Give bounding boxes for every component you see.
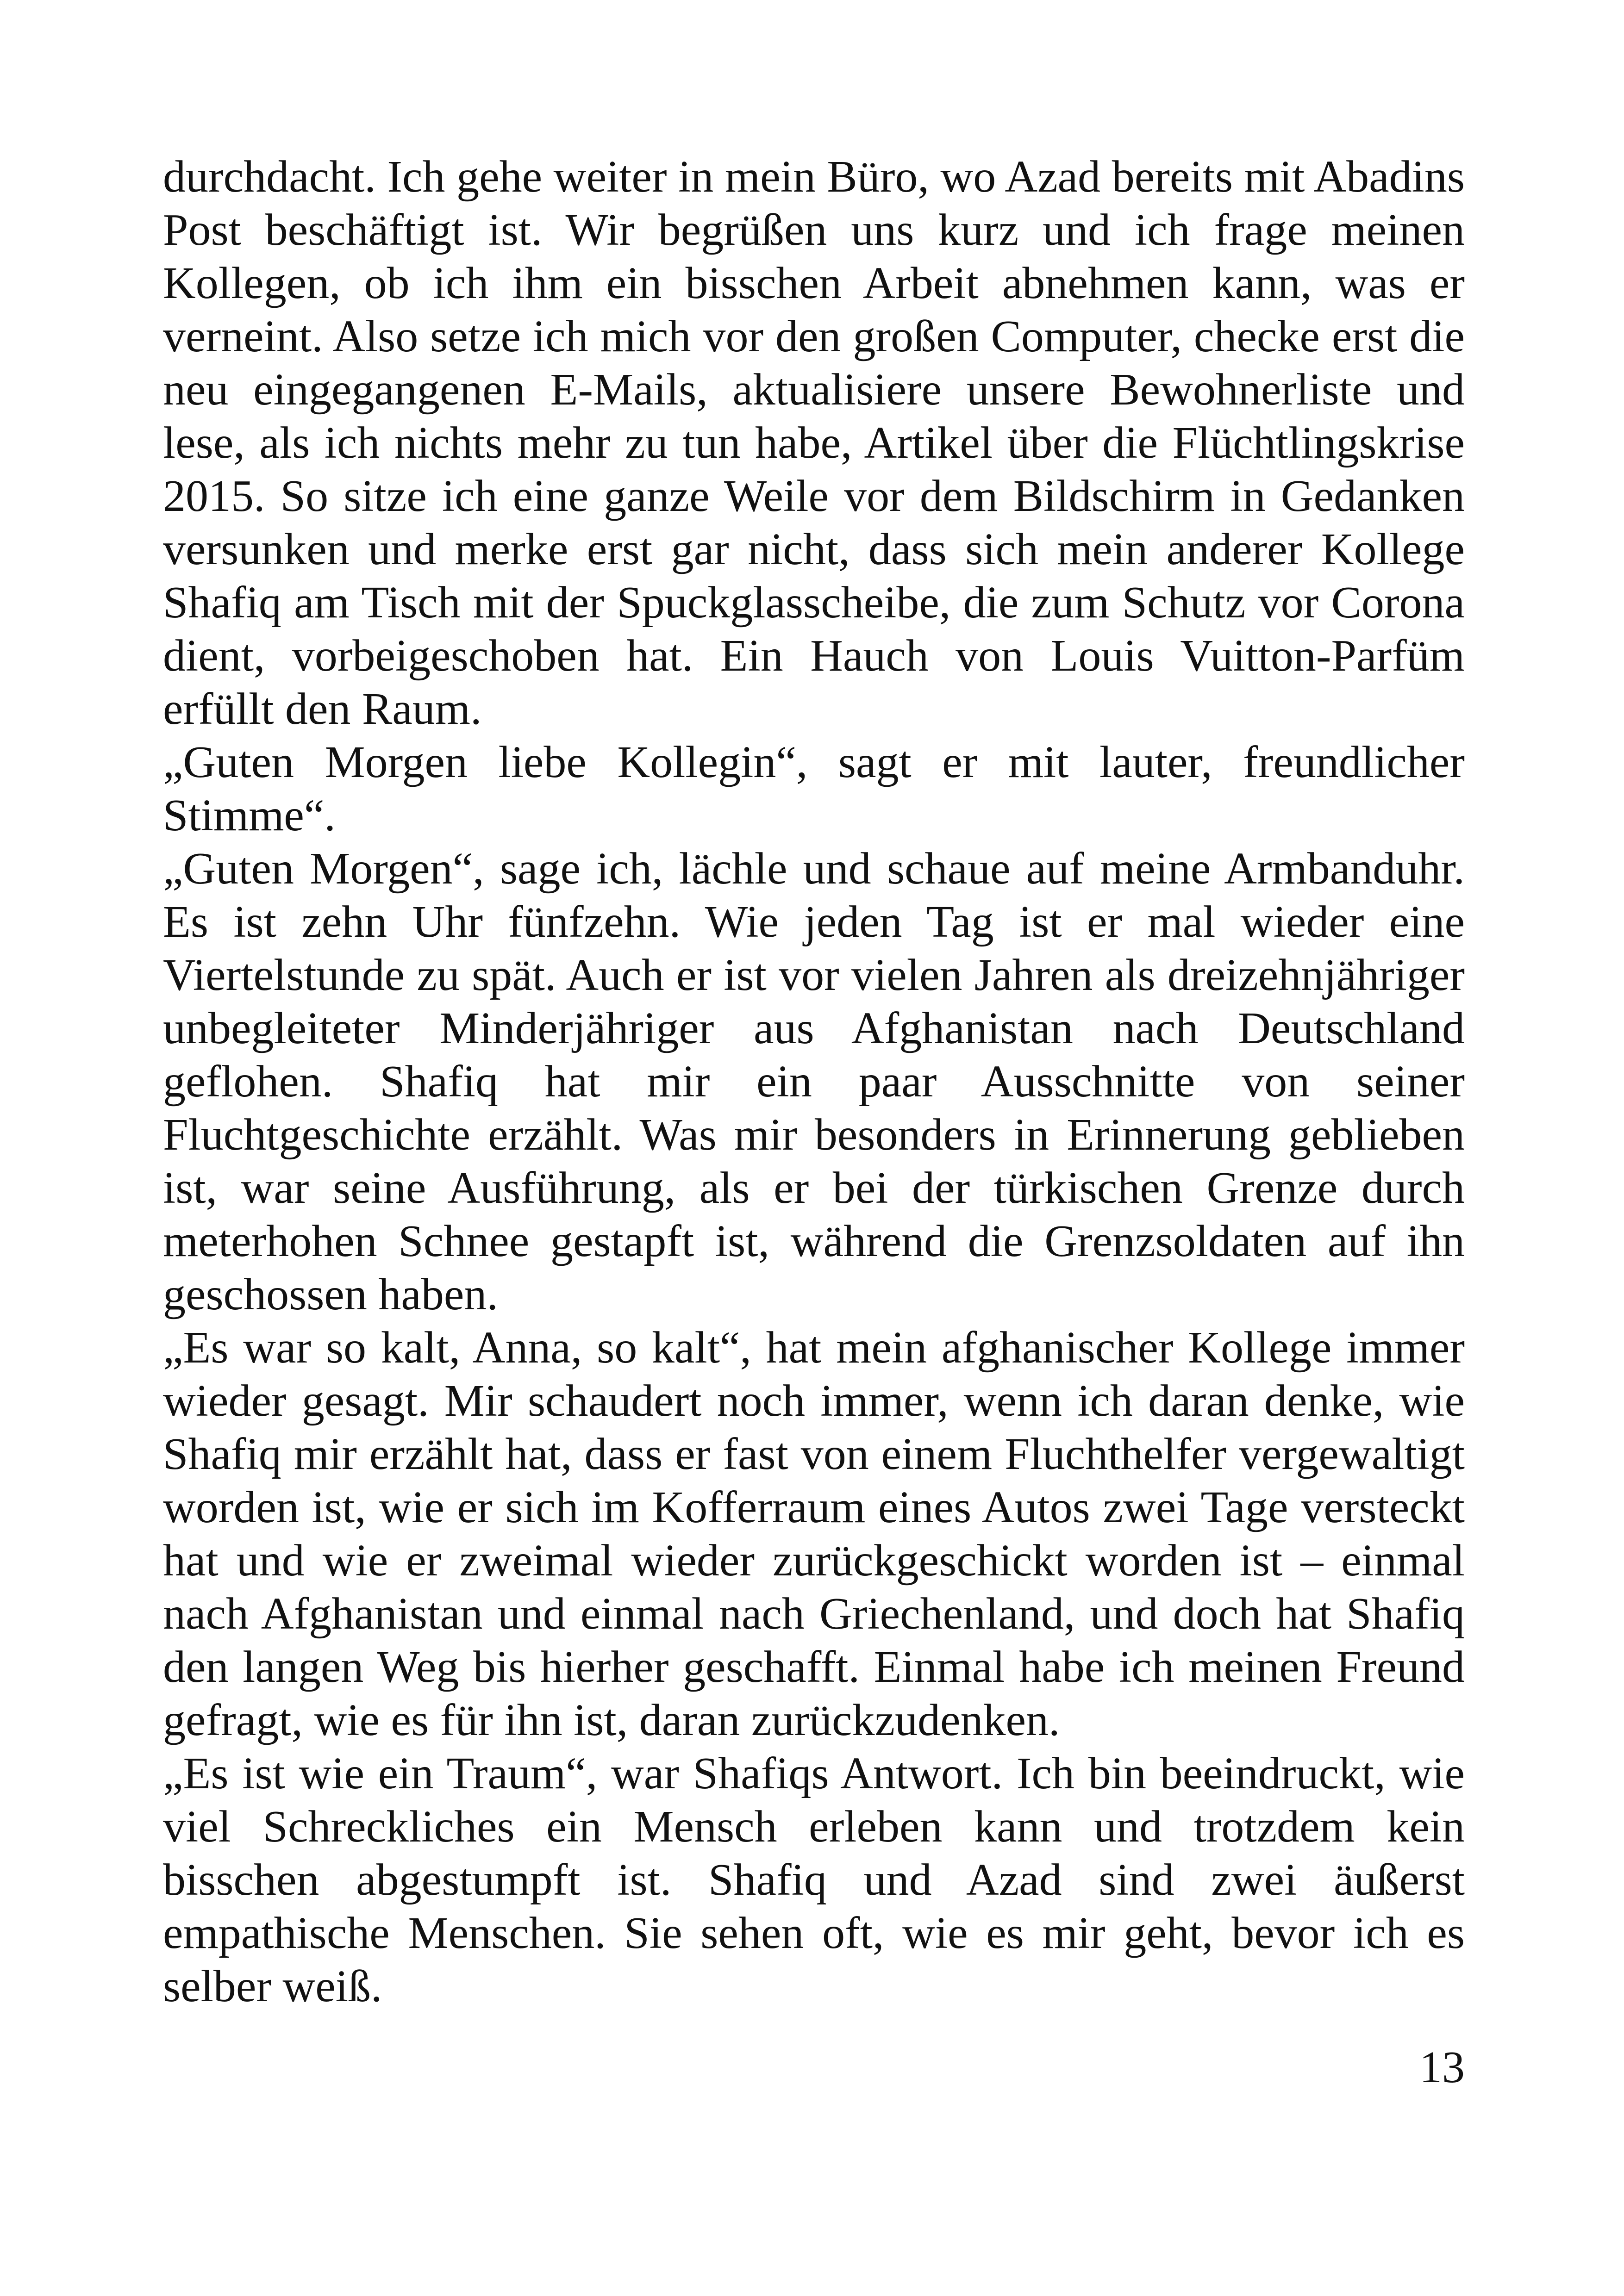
paragraph: „Guten Morgen“, sage ich, lächle und schaue auf meine Armbanduhr. Es ist zehn Uhr fünfzehn. Wie jeden Tag ist er mal wieder eine Viertelstunde zu spät. Auch er ist vor vielen Jahren als dreizehnjähriger unbegleiteter Minderjähriger aus Afghanistan nach Deutschland geflohen. Shafiq hat mir ein paar Ausschnitte von seiner Fluchtgeschichte erzählt. Was mir besonders in Erinnerung geblieben ist, war seine Ausführung, als er bei der türkischen Grenze durch meterhohen Schnee gestapft ist, während die Grenzsoldaten auf ihn geschossen haben. xyxy=(163,844,1465,1319)
paragraph: durchdacht. Ich gehe weiter in mein Büro, wo Azad bereits mit Abadins Post beschäftigt ist. Wir begrüßen uns kurz und ich frage meinen Kollegen, ob ich ihm ein bisschen Arbeit abnehmen kann, was er verneint. Also setze ich mich vor den großen Computer, checke erst die neu eingegangenen E-Mails, aktualisiere unsere Bewohnerliste und lese, als ich nichts mehr zu tun habe, Artikel über die Flüchtlingskrise 2015. So sitze ich eine ganze Weile vor dem Bildschirm in Gedanken versunken und merke erst gar nicht, dass sich mein anderer Kollege Shafiq am Tisch mit der Spuckglasscheibe, die zum Schutz vor Corona dient, vorbeigeschoben hat. Ein Hauch von Louis Vuitton-Parfüm erfüllt den Raum. xyxy=(163,152,1465,734)
page-body xyxy=(163,150,1465,2013)
paragraph: „Guten Morgen liebe Kollegin“, sagt er mit lauter, freundlicher Stimme“. xyxy=(163,737,1465,840)
paragraph: „Es war so kalt, Anna, so kalt“, hat mein afghanischer Kollege immer wieder gesagt. Mir schaudert noch immer, wenn ich daran denke, wie Shafiq mir erzählt hat, dass er fast von einem Fluchthelfer vergewaltigt worden ist, wie er sich im Kofferraum eines Autos zwei Tage versteckt hat und wie er zweimal wieder zurückgeschickt worden ist – einmal nach Afghanistan und einmal nach Griechenland, und doch hat Shafiq den langen Weg bis hierher geschafft. Einmal habe ich meinen Freund gefragt, wie es für ihn ist, daran zurückzudenken. xyxy=(163,1323,1465,1745)
page-number: 13 xyxy=(1419,2042,1465,2092)
paragraph: „Es ist wie ein Traum“, war Shafiqs Antwort. Ich bin beeindruckt, wie viel Schreckliches ein Mensch erleben kann und trotzdem kein bisschen abgestumpft ist. Shafiq und Azad sind zwei äußerst empathische Menschen. Sie sehen oft, wie es mir geht, bevor ich es selber weiß. xyxy=(163,1748,1465,2011)
